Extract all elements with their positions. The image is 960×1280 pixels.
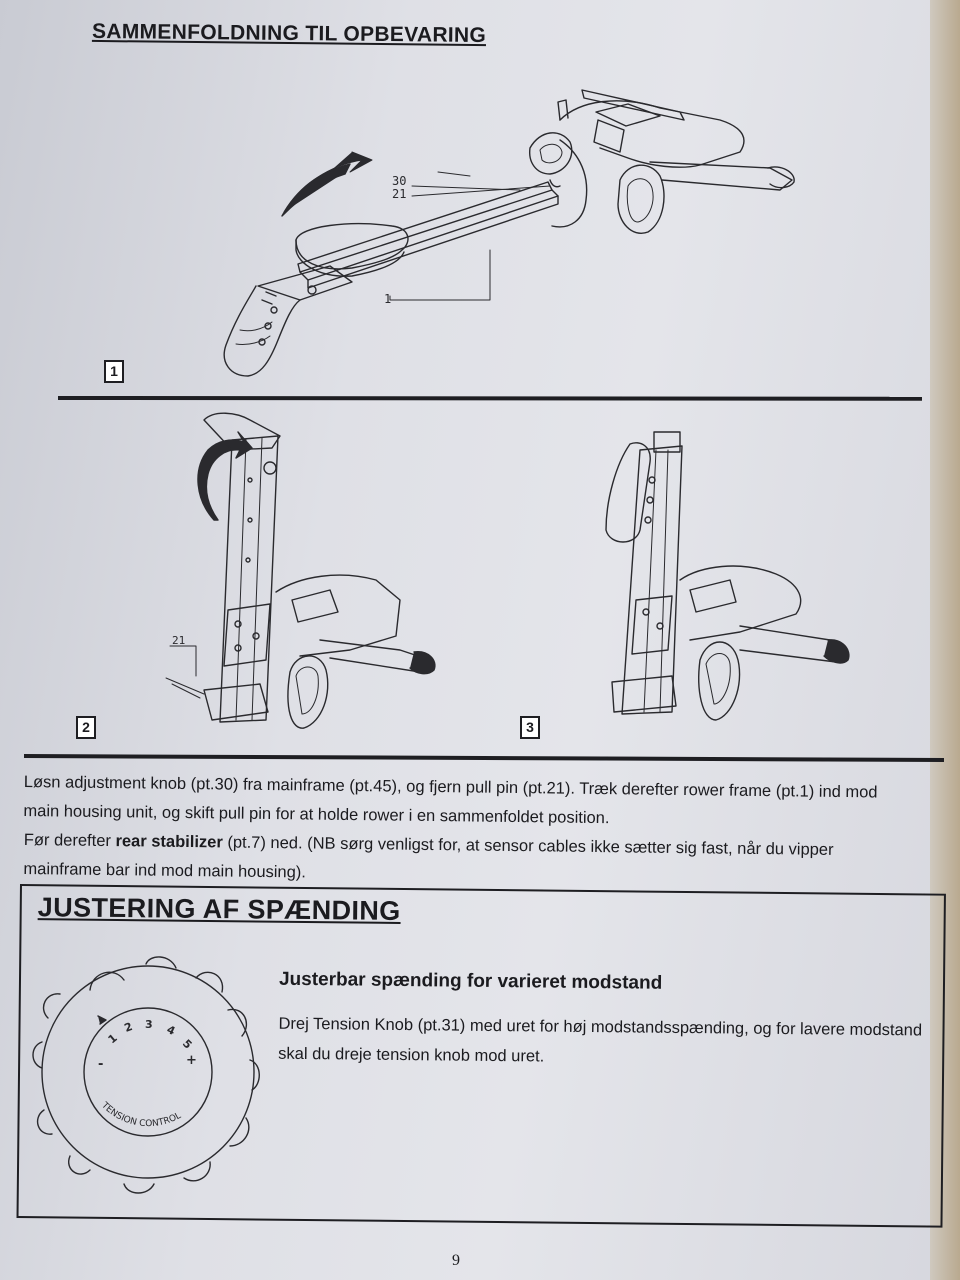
callout-21-step2: 21 [172,634,186,647]
dial-number-2: 2 [122,1019,135,1035]
step-1-label: 1 [104,360,124,383]
tension-heading: JUSTERING AF SPÆNDING [37,892,401,926]
rear-stabilizer-bold: rear stabilizer [115,832,223,852]
dial-number-4: 4 [164,1022,178,1038]
dial-number-1: 1 [105,1031,120,1047]
callout-30: 30 [392,174,407,188]
callout-21: 21 [392,187,407,201]
dial-number-5: 5 [179,1036,195,1052]
callout-1: 1 [384,292,392,306]
instructions-line-2-end: (pt.7) ned. (NB sørg venligst for, at sensor cables ikke sætter sig fast, når du vipper mainframe bar ind mod main housing). [23,833,834,882]
dial-tension-control-label: TENSION CONTROL [99,1100,183,1130]
step-3-label: 3 [520,716,540,739]
tension-text: Drej Tension Knob (pt.31) med uret for høj modstandsspænding, og for lavere modstand skal du dreje tension knob mod uret. [278,1014,923,1066]
tension-subheading: Justerbar spænding for varieret modstand [278,968,663,994]
dial-minus: - [98,1057,104,1072]
step-2-label: 2 [76,716,96,739]
instructions-line-2-start: Før derefter [23,830,116,851]
fold-heading: SAMMENFOLDNING TIL OPBEVARING [91,19,487,48]
page-number: 9 [452,1252,460,1269]
instructions-line-1: Løsn adjustment knob (pt.30) fra mainframe (pt.45), og fjern pull pin (pt.21). Træk derefter rower frame (pt.1) ind mod main housing unit, og skift pull pin for at holde rower i en sammenfoldet position. [23,772,878,828]
dial-number-3: 3 [145,1018,153,1031]
dial-plus: + [186,1053,197,1068]
